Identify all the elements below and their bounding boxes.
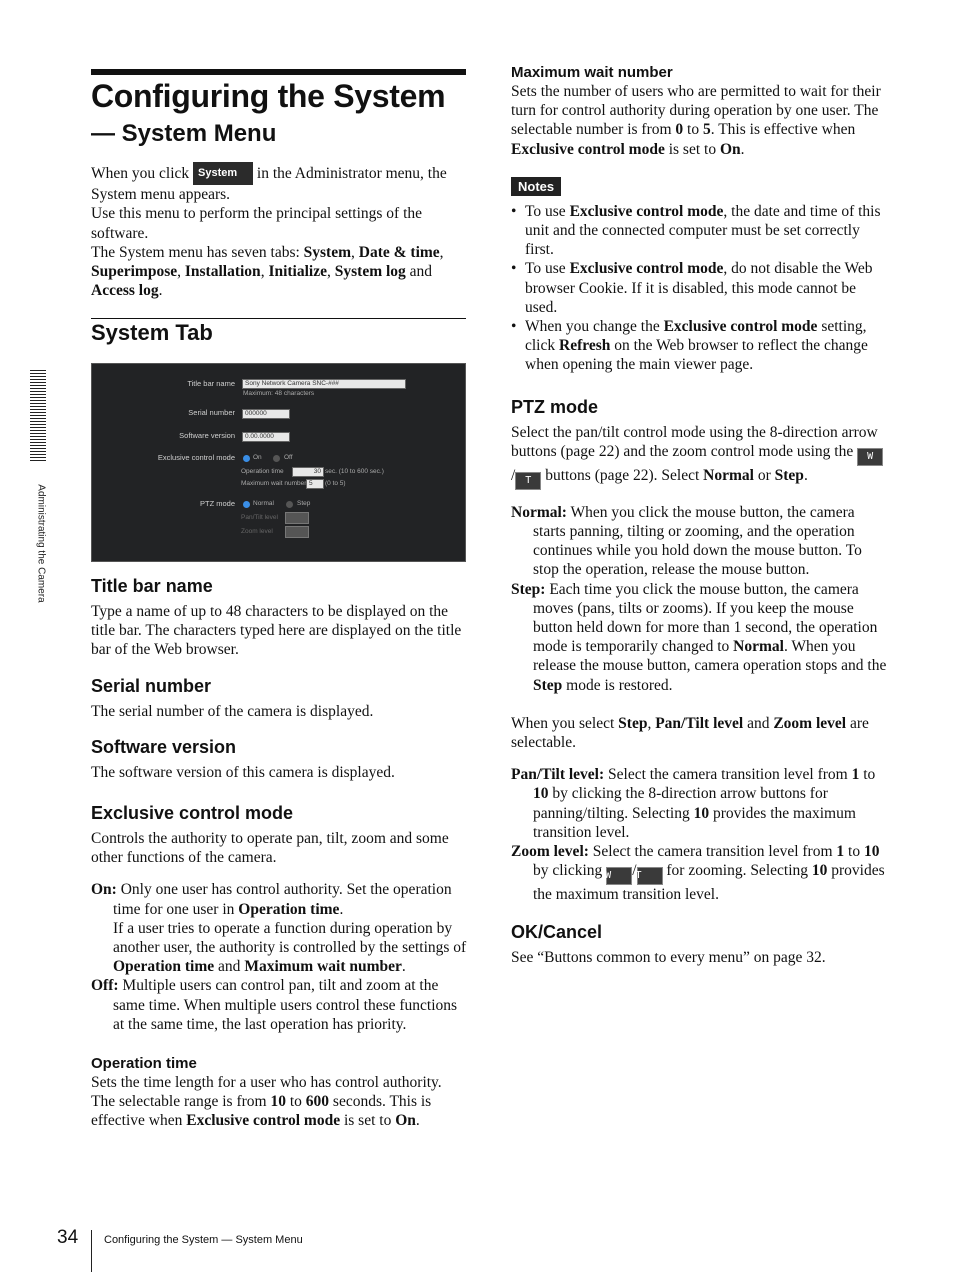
shot-exclusive-label: Exclusive control mode xyxy=(157,453,235,462)
left-column-sections xyxy=(91,576,467,1131)
pan-tilt-level-item: Pan/Tilt level: Select the camera transition level from 1 to 10 by clicking the 8-direction arrow buttons for panning/tilting. Selecting 10 provides the maximum transition level. xyxy=(511,766,876,841)
software-text: The software version of this camera is displayed. xyxy=(91,763,395,781)
serial-text: The serial number of the camera is displayed. xyxy=(91,702,374,720)
shot-radio-normal xyxy=(243,501,250,508)
system-button-image: System xyxy=(193,162,253,185)
page-title: Configuring the System xyxy=(91,78,446,114)
exclusive-off-item: Off: Multiple users can control pan, tilt and zoom at the same time. When multiple users control these functions at the same time, the last operation has priority. xyxy=(91,977,458,1033)
section-rule xyxy=(91,318,466,319)
shot-serial-field: 000000 xyxy=(242,409,290,419)
title-rule xyxy=(91,69,466,75)
intro-para-2: Use this menu to perform the principal settings of the software. xyxy=(91,205,423,242)
side-thumb-tab xyxy=(30,370,46,462)
exclusive-on-item-cont: If a user tries to operate a function during operation by another user, the authority is controlled by the settings of Operation time and Maximum wait number. xyxy=(113,919,467,976)
ptz-normal-item: Normal: When you click the mouse button, the camera starts panning, tilting or zooming, and the operation continues while you hold down the mouse button. To stop the operation, release the mouse button. xyxy=(511,503,862,579)
ptz-step-selectable: When you select Step, Pan/Tilt level and Zoom level are selectable. xyxy=(511,714,869,752)
right-column-sections xyxy=(511,64,887,967)
exclusive-on-item: On: Only one user has control authority. Set the operation time for one user in Operation time. xyxy=(91,881,452,918)
shot-radio-on xyxy=(243,455,250,462)
intro-para-3: The System menu has seven tabs: System, Date & time, Superimpose, Installation, Initialize, System log and Access log. xyxy=(91,243,444,300)
serial-heading: Serial number xyxy=(91,675,212,696)
exclusive-heading: Exclusive control mode xyxy=(91,803,294,824)
shot-serial-label: Serial number xyxy=(188,408,235,417)
ptz-heading: PTZ mode xyxy=(511,396,599,417)
intro-text-after: in the Administrator menu, the System menu appears. xyxy=(91,165,447,204)
title-bar-text: Type a name of up to 48 characters to be displayed on the title bar. The characters typed here are displayed on the title bar of the Web browser. xyxy=(91,603,462,659)
page-number: 34 xyxy=(57,1227,79,1248)
w-button-icon: W xyxy=(606,867,632,885)
shot-radio-off xyxy=(273,455,280,462)
running-title: Configuring the System — System Menu xyxy=(104,1234,303,1246)
ptz-text: Select the pan/tilt control mode using the 8-direction arrow buttons (page 22) and the zoom control mode using the W/ T buttons (page 22). Select Normal or Step. xyxy=(511,423,887,490)
intro-para-1 xyxy=(91,162,469,204)
shot-zoom-label: Zoom level xyxy=(241,528,273,535)
w-button-icon: W xyxy=(857,448,883,466)
note-item: • To use Exclusive control mode, do not disable the Web browser Cookie. If it is disabled, this mode cannot be used. xyxy=(511,259,887,317)
shot-software-field: 0.00.0000 xyxy=(242,432,290,442)
shot-title-bar-hint: Maximum: 48 characters xyxy=(243,390,315,397)
operation-time-text: Sets the time length for a user who has control authority. The selectable range is from 10 to 600 seconds. This is effective when Exclusive control mode is set to On. xyxy=(91,1074,442,1130)
software-heading: Software version xyxy=(91,736,237,757)
note-item: • When you change the Exclusive control mode setting, click Refresh on the Web browser to reflect the change when opening the main viewer page. xyxy=(511,317,887,375)
shot-normal-text: Normal xyxy=(253,500,274,507)
operation-time-heading: Operation time xyxy=(91,1055,197,1073)
shot-on-text: On xyxy=(253,454,262,461)
shot-ptz-label: PTZ mode xyxy=(199,499,235,508)
shot-op-time-hint: sec. (10 to 600 sec.) xyxy=(325,468,384,475)
intro xyxy=(91,162,469,300)
shot-software-label: Software version xyxy=(179,431,235,440)
title-bar-heading: Title bar name xyxy=(91,576,213,596)
shot-off-text: Off xyxy=(284,454,293,461)
page-subtitle: — System Menu xyxy=(91,120,277,147)
side-tab-label: Administrating the Camera xyxy=(35,484,47,603)
exclusive-text: Controls the authority to operate pan, tilt, zoom and some other functions of the camera. xyxy=(91,830,449,867)
max-wait-text: Sets the number of users who are permitted to wait for their turn for control authority during operation by one user. The selectable number is from 0 to 5. This is effective when Exclusive control mode is set to On. xyxy=(511,83,881,158)
notes-badge: Notes xyxy=(511,177,561,196)
shot-title-bar-input: Sony Network Camera SNC-### xyxy=(242,379,406,389)
shot-op-time-field: 30 xyxy=(292,467,324,477)
zoom-level-item: Zoom level: Select the camera transition level from 1 to 10 by clicking W /T for zooming. Selecting 10 provides the maximum transition level. xyxy=(511,843,885,904)
shot-max-wait-field: 5 xyxy=(306,479,324,489)
shot-step-text: Step xyxy=(297,500,311,507)
notes-list xyxy=(511,202,887,375)
ok-cancel-text: See “Buttons common to every menu” on page 32. xyxy=(511,948,826,966)
footer-divider xyxy=(91,1230,92,1272)
intro-text: When you click xyxy=(91,165,190,182)
note-item: • To use Exclusive control mode, the date and time of this unit and the connected computer must be set correctly first. xyxy=(511,202,887,260)
shot-title-bar-label: Title bar name xyxy=(187,379,235,388)
shot-radio-step xyxy=(286,501,293,508)
shot-max-wait-label: Maximum wait number xyxy=(241,480,307,487)
t-button-icon: T xyxy=(515,472,541,490)
shot-zoom-dropdown xyxy=(285,526,309,538)
shot-pan-tilt-label: Pan/Tilt level xyxy=(241,514,278,521)
shot-pan-tilt-dropdown xyxy=(285,512,309,524)
shot-max-wait-hint: (0 to 5) xyxy=(325,480,346,487)
shot-op-time-label: Operation time xyxy=(241,468,284,475)
max-wait-heading: Maximum wait number xyxy=(511,64,673,81)
t-button-icon: T xyxy=(637,867,663,885)
ptz-step-item: Step: Each time you click the mouse button, the camera moves (pans, tilts or zooms). If you keep the mouse button held down for more than 1 second, the operation mode is temporarily changed to Normal. When you release the mouse button, camera operation stops and the Step mode is restored. xyxy=(511,580,887,694)
system-tab-screenshot xyxy=(91,363,466,562)
system-tab-heading: System Tab xyxy=(91,320,213,345)
ok-cancel-heading: OK/Cancel xyxy=(511,921,603,942)
